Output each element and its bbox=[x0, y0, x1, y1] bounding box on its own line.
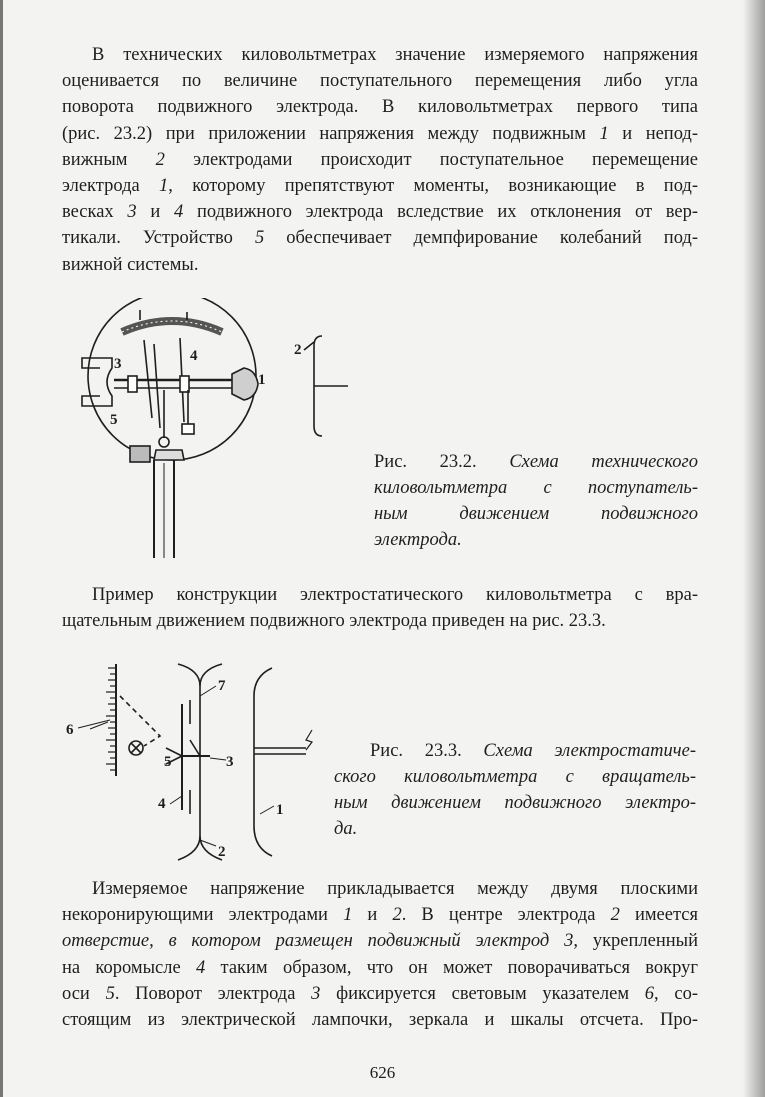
electrode-1 bbox=[254, 668, 272, 856]
scale-ticks bbox=[106, 668, 116, 770]
fig2-label-7: 7 bbox=[218, 678, 226, 694]
fig2-label-5: 5 bbox=[164, 754, 172, 770]
paragraph-3 bbox=[62, 876, 698, 1033]
text-line: Измеряемое напряжение прикладывается между двумя плоскими bbox=[92, 879, 698, 899]
text-line: вижной системы. bbox=[62, 254, 199, 275]
figure-23-2-diagram bbox=[72, 298, 362, 568]
text-line: тикали. Устройство 5 обеспечивает демпфирование колебаний под- bbox=[62, 228, 698, 249]
text-line: щательным движением подвижного электрода приведен на рис. 23.3. bbox=[62, 611, 606, 632]
fig1-label-3: 3 bbox=[114, 356, 122, 372]
fig2-label-3: 3 bbox=[226, 754, 234, 770]
caption-line: ным движением подвижного электро- bbox=[334, 793, 696, 813]
paragraph-1 bbox=[62, 42, 698, 278]
text-line: вижным 2 электродами происходит поступательное перемещение bbox=[62, 149, 698, 170]
fig2-label-4: 4 bbox=[158, 796, 166, 812]
kilovoltmeter-rotational-diagram bbox=[60, 656, 330, 866]
damper-5 bbox=[82, 358, 112, 406]
text-line: весках 3 и 4 подвижного электрода вследствие их отклонения от вер- bbox=[62, 202, 699, 223]
fig1-label-4: 4 bbox=[190, 348, 198, 364]
text-line: отверстие, в котором размещен подвижный электрод 3, укрепленный bbox=[62, 931, 698, 952]
figure-23-3-caption bbox=[334, 738, 696, 842]
text-line: поворота подвижного электрода. В киловольтметрах первого типа bbox=[62, 97, 698, 118]
caption-line: Рис. 23.2. Схема технического bbox=[374, 452, 698, 472]
text-line: на коромысле 4 таким образом, что он может поворачиваться вокруг bbox=[62, 957, 698, 978]
text-line: (рис. 23.2) при приложении напряжения между подвижным 1 и непод- bbox=[62, 123, 698, 144]
paragraph-2 bbox=[62, 582, 698, 634]
caption-line: Рис. 23.3. Схема электростатиче- bbox=[370, 741, 696, 761]
text-line: стоящим из электрической лампочки, зеркала и шкалы отсчета. Про- bbox=[62, 1009, 698, 1030]
light-beam bbox=[120, 696, 160, 746]
figure-23-3-diagram bbox=[60, 656, 330, 866]
moving-electrode-1 bbox=[232, 368, 258, 400]
page-binding-shadow bbox=[743, 0, 765, 1097]
figure-23-2-caption bbox=[374, 449, 698, 553]
fig1-label-1: 1 bbox=[258, 372, 266, 388]
caption-line: ского киловольтметра с вращатель- bbox=[334, 767, 696, 787]
caption-line: да. bbox=[334, 819, 358, 839]
page-number: 626 bbox=[369, 1063, 396, 1082]
text-line: В технических киловольтметрах значение измеряемого напряжения bbox=[92, 45, 698, 65]
text-line: электрода 1, которому препятствуют моменты, возникающие в под- bbox=[62, 175, 698, 196]
page-left-edge bbox=[0, 0, 3, 1097]
text-line: оценивается по величине поступательного перемещения либо угла bbox=[62, 71, 698, 92]
fig2-label-6: 6 bbox=[66, 722, 74, 738]
fig2-label-1: 1 bbox=[276, 802, 284, 818]
kilovoltmeter-translational-diagram bbox=[72, 298, 362, 568]
fig1-label-2: 2 bbox=[294, 342, 302, 358]
fig1-label-5: 5 bbox=[110, 412, 118, 428]
caption-line: киловольтметра с поступатель- bbox=[374, 478, 698, 498]
voltage-mark bbox=[306, 730, 312, 750]
text-line: некоронирующими электродами 1 и 2. В центре электрода 2 имеется bbox=[62, 905, 698, 926]
fig2-label-2: 2 bbox=[218, 844, 226, 860]
text-line: Пример конструкции электростатического киловольтметра с вра- bbox=[92, 585, 698, 605]
text-line: оси 5. Поворот электрода 3 фиксируется световым указателем 6, со- bbox=[62, 983, 698, 1004]
caption-line: ным движением подвижного bbox=[374, 504, 698, 524]
caption-line: электрода. bbox=[374, 530, 462, 550]
